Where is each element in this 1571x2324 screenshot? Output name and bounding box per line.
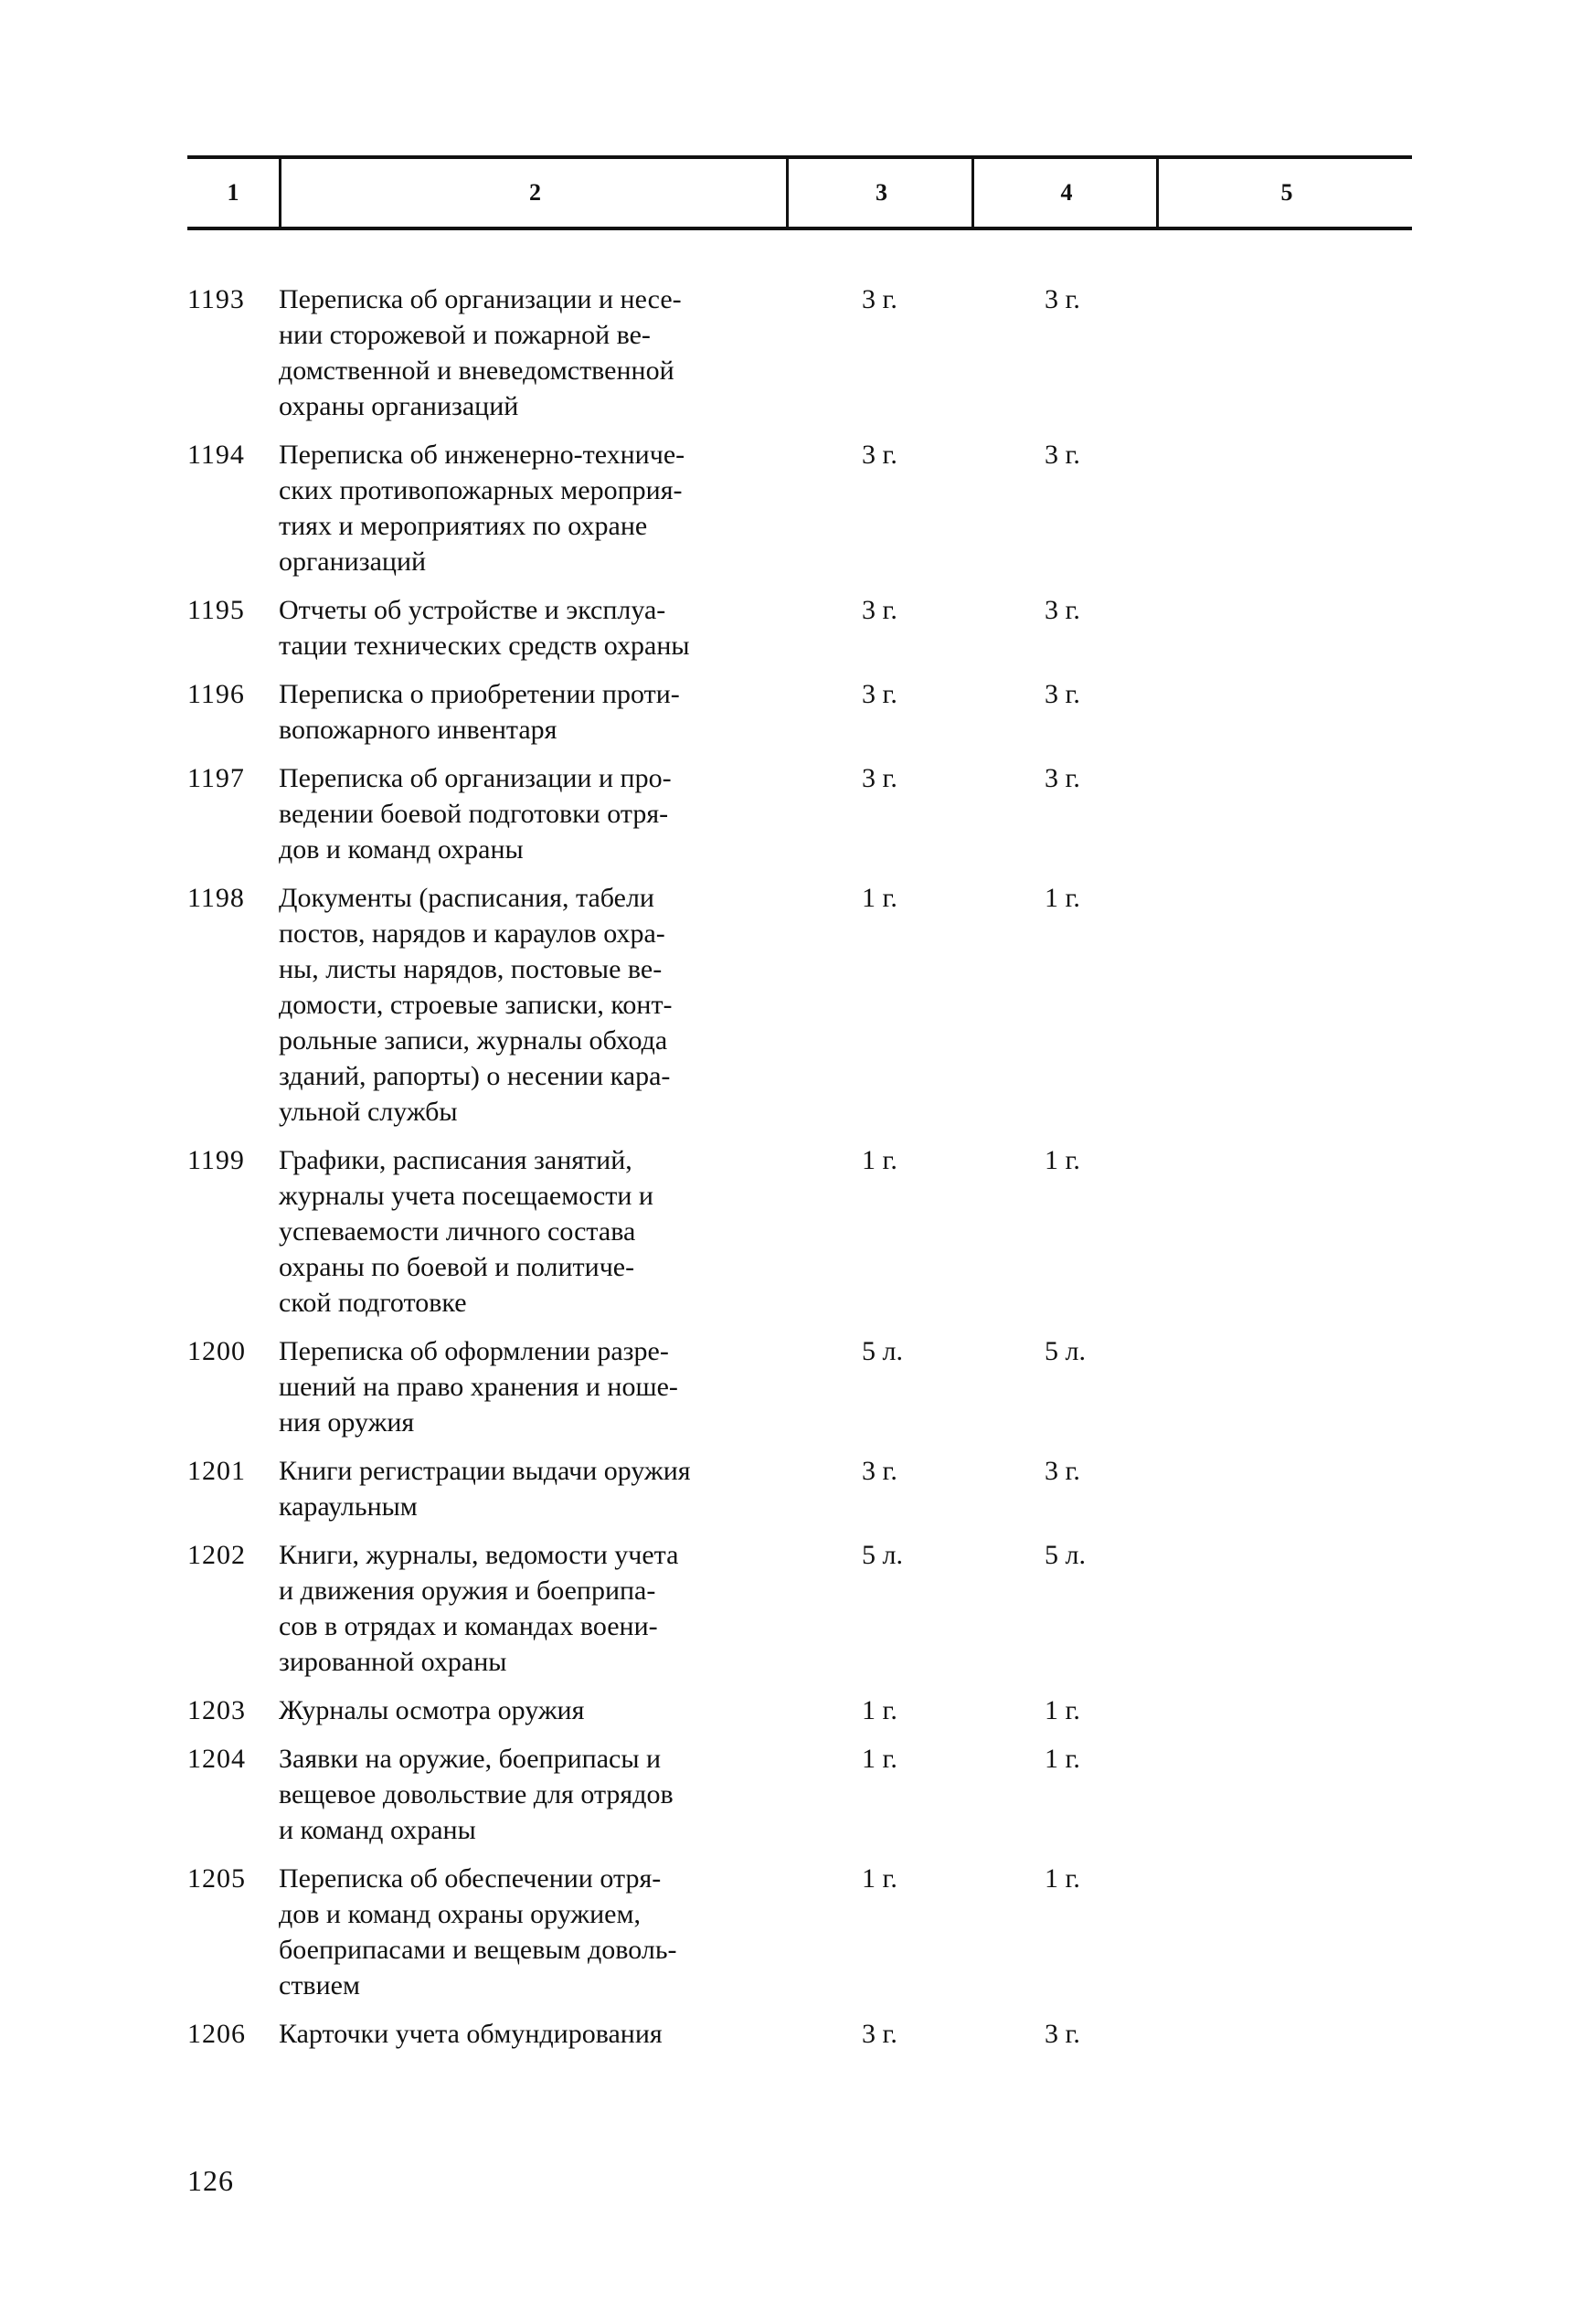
retention-period-col3: 3 г. bbox=[862, 679, 897, 709]
document-type bbox=[279, 760, 786, 867]
document-type-line: караульным bbox=[279, 1491, 418, 1522]
column-header-1: 1 bbox=[227, 179, 239, 206]
document-type-line: тиях и мероприятиях по охране bbox=[279, 511, 648, 541]
document-type-line: зданий, рапорты) о несении кара- bbox=[279, 1061, 671, 1091]
table-row bbox=[187, 880, 1412, 1130]
document-type-line: охраны по боевой и политиче- bbox=[279, 1252, 635, 1282]
document-type-line: и движения оружия и боеприпа- bbox=[279, 1576, 656, 1606]
document-type bbox=[279, 1741, 786, 1848]
document-type-line: ведении боевой подготовки отря- bbox=[279, 799, 669, 829]
table-row bbox=[187, 676, 1412, 748]
document-type-line: Переписка об организации и несе- bbox=[279, 284, 682, 314]
article-number: 1200 bbox=[187, 1336, 246, 1366]
document-type-line: Документы (расписания, табели bbox=[279, 883, 654, 913]
table-row bbox=[187, 1453, 1412, 1524]
retention-period-col4: 3 г. bbox=[1045, 763, 1080, 793]
document-type-line: Отчеты об устройстве и эксплуа- bbox=[279, 595, 666, 625]
retention-period-col3: 3 г. bbox=[862, 595, 897, 625]
article-number: 1194 bbox=[187, 440, 245, 470]
document-type-line: и команд охраны bbox=[279, 1815, 476, 1845]
retention-period-col4: 3 г. bbox=[1045, 595, 1080, 625]
document-type-line: постов, нарядов и караулов охра- bbox=[279, 918, 665, 949]
document-type-line: ской подготовке bbox=[279, 1288, 467, 1318]
page-number: 126 bbox=[187, 2164, 234, 2197]
document-type-line: организаций bbox=[279, 547, 427, 577]
table-row bbox=[187, 592, 1412, 663]
document-type bbox=[279, 1693, 786, 1728]
article-number: 1199 bbox=[187, 1145, 245, 1175]
document-type-line: боеприпасами и вещевым доволь- bbox=[279, 1935, 677, 1965]
retention-period-col3: 5 л. bbox=[862, 1540, 903, 1570]
table-row bbox=[187, 437, 1412, 579]
table-row bbox=[187, 1861, 1412, 2003]
retention-period-col4: 3 г. bbox=[1045, 2019, 1080, 2049]
table-row bbox=[187, 1741, 1412, 1848]
retention-period-col3: 1 г. bbox=[862, 1695, 897, 1725]
document-type-line: вопожарного инвентаря bbox=[279, 715, 557, 745]
article-number: 1202 bbox=[187, 1540, 246, 1570]
document-type bbox=[279, 1537, 786, 1680]
retention-period-col4: 3 г. bbox=[1045, 679, 1080, 709]
document-type-line: ульной службы bbox=[279, 1097, 458, 1127]
document-type bbox=[279, 1333, 786, 1440]
document-type-line: рольные записи, журналы обхода bbox=[279, 1025, 668, 1056]
document-type-line: успеваемости личного состава bbox=[279, 1216, 636, 1247]
document-type bbox=[279, 880, 786, 1130]
retention-period-col3: 3 г. bbox=[862, 2019, 897, 2049]
article-number: 1201 bbox=[187, 1456, 246, 1486]
document-type-line: журналы учета посещаемости и bbox=[279, 1181, 653, 1211]
article-number: 1205 bbox=[187, 1863, 246, 1894]
retention-period-col4: 3 г. bbox=[1045, 284, 1080, 314]
document-type-line: тации технических средств охраны bbox=[279, 631, 690, 661]
document-type-line: вещевое довольствие для отрядов bbox=[279, 1779, 674, 1809]
document-type-line: дов и команд охраны оружием, bbox=[279, 1899, 641, 1929]
retention-period-col4: 5 л. bbox=[1045, 1540, 1086, 1570]
document-type-line: Переписка об организации и про- bbox=[279, 763, 672, 793]
article-number: 1196 bbox=[187, 679, 245, 709]
table-header bbox=[187, 155, 1412, 230]
document-type-line: Переписка об инженерно-техниче- bbox=[279, 440, 685, 470]
document-type bbox=[279, 437, 786, 579]
document-type-line: ния оружия bbox=[279, 1407, 415, 1438]
document-type-line: сов в отрядах и командах воени- bbox=[279, 1611, 658, 1641]
table-row bbox=[187, 281, 1412, 424]
document-type-line: Книги, журналы, ведомости учета bbox=[279, 1540, 679, 1570]
article-number: 1195 bbox=[187, 595, 245, 625]
table-row bbox=[187, 2016, 1412, 2052]
document-type-line: домости, строевые записки, конт- bbox=[279, 990, 673, 1020]
document-type bbox=[279, 592, 786, 663]
column-header-5: 5 bbox=[1156, 159, 1415, 227]
retention-period-col3: 3 г. bbox=[862, 763, 897, 793]
article-number: 1193 bbox=[187, 284, 245, 314]
retention-period-col3: 3 г. bbox=[862, 1456, 897, 1486]
column-header-2: 2 bbox=[279, 159, 789, 227]
document-type-line: ских противопожарных мероприя- bbox=[279, 475, 683, 505]
retention-period-col4: 1 г. bbox=[1045, 1744, 1080, 1774]
retention-period-col3: 1 г. bbox=[862, 1744, 897, 1774]
document-type-line: ны, листы нарядов, постовые ве- bbox=[279, 954, 663, 984]
retention-period-col3: 1 г. bbox=[862, 1863, 897, 1894]
document-type bbox=[279, 281, 786, 424]
table-row bbox=[187, 760, 1412, 867]
document-type-line: нии сторожевой и пожарной ве- bbox=[279, 320, 651, 350]
document-type-line: Карточки учета обмундирования bbox=[279, 2019, 663, 2049]
retention-period-col4: 1 г. bbox=[1045, 1695, 1080, 1725]
document-type-line: ствием bbox=[279, 1970, 360, 2000]
column-header-3: 3 bbox=[786, 159, 974, 227]
document-type-line: Переписка об оформлении разре- bbox=[279, 1336, 669, 1366]
article-number: 1197 bbox=[187, 763, 245, 793]
table-row bbox=[187, 1333, 1412, 1440]
table-row bbox=[187, 1142, 1412, 1321]
document-type-line: шений на право хранения и ноше- bbox=[279, 1372, 678, 1402]
retention-period-col3: 5 л. bbox=[862, 1336, 903, 1366]
document-type-line: Переписка о приобретении проти- bbox=[279, 679, 680, 709]
retention-period-col4: 3 г. bbox=[1045, 440, 1080, 470]
article-number: 1206 bbox=[187, 2019, 246, 2049]
retention-period-col4: 3 г. bbox=[1045, 1456, 1080, 1486]
document-type-line: зированной охраны bbox=[279, 1647, 507, 1677]
document-type-line: Журналы осмотра оружия bbox=[279, 1695, 585, 1725]
document-type-line: Графики, расписания занятий, bbox=[279, 1145, 632, 1175]
document-type bbox=[279, 1861, 786, 2003]
retention-period-col4: 1 г. bbox=[1045, 1863, 1080, 1894]
retention-period-col3: 3 г. bbox=[862, 284, 897, 314]
document-type-line: домственной и вневедомственной bbox=[279, 355, 674, 386]
retention-period-col4: 5 л. bbox=[1045, 1336, 1086, 1366]
document-type-line: дов и команд охраны bbox=[279, 834, 524, 865]
document-type bbox=[279, 676, 786, 748]
document-type-line: Заявки на оружие, боеприпасы и bbox=[279, 1744, 662, 1774]
article-number: 1203 bbox=[187, 1695, 246, 1725]
retention-period-col3: 3 г. bbox=[862, 440, 897, 470]
document-type bbox=[279, 1142, 786, 1321]
article-number: 1198 bbox=[187, 883, 245, 913]
retention-period-col3: 1 г. bbox=[862, 1145, 897, 1175]
column-header-4: 4 bbox=[971, 159, 1159, 227]
article-number: 1204 bbox=[187, 1744, 246, 1774]
document-type-line: охраны организаций bbox=[279, 391, 519, 421]
table-row bbox=[187, 1693, 1412, 1728]
document-type bbox=[279, 2016, 786, 2052]
table-body bbox=[187, 281, 1412, 2064]
document-type-line: Переписка об обеспечении отря- bbox=[279, 1863, 662, 1894]
document-type bbox=[279, 1453, 786, 1524]
retention-period-col4: 1 г. bbox=[1045, 1145, 1080, 1175]
document-type-line: Книги регистрации выдачи оружия bbox=[279, 1456, 691, 1486]
table-row bbox=[187, 1537, 1412, 1680]
retention-period-col4: 1 г. bbox=[1045, 883, 1080, 913]
retention-period-col3: 1 г. bbox=[862, 883, 897, 913]
